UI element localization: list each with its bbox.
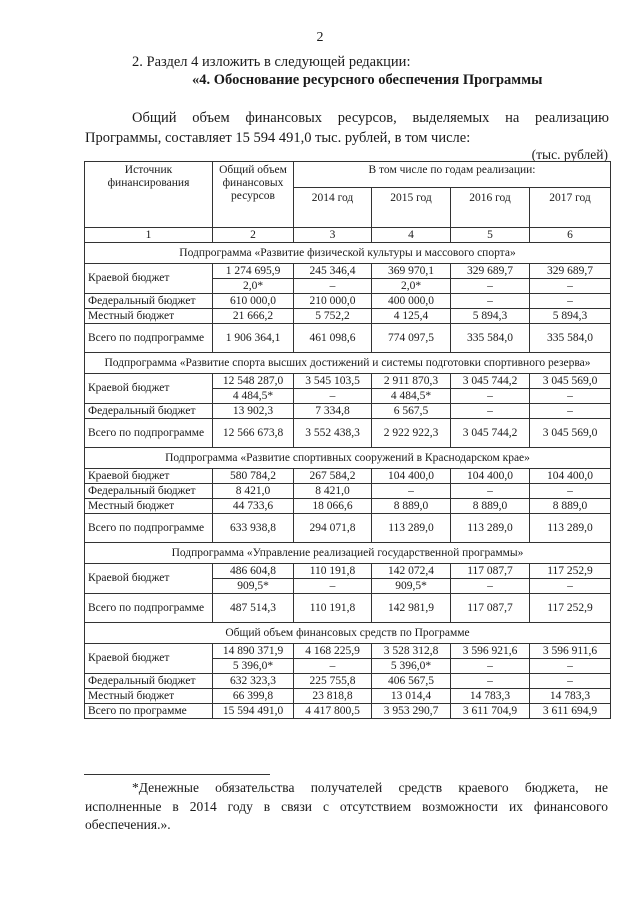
- table-cell: 3 611 694,9: [530, 704, 611, 719]
- header-year-2016: 2016 год: [451, 188, 530, 228]
- table-cell: 4 484,5*: [372, 389, 451, 404]
- table-row: [85, 594, 611, 623]
- table-cell: –: [451, 484, 530, 499]
- table-cell: –: [294, 659, 372, 674]
- table-cell: –: [451, 674, 530, 689]
- table-cell: 104 400,0: [530, 469, 611, 484]
- row-label: Краевой бюджет: [85, 469, 213, 484]
- table-cell: 14 890 371,9: [213, 644, 294, 659]
- page-number: 2: [316, 30, 324, 45]
- table-cell: 110 191,8: [294, 594, 372, 623]
- table-cell: 486 604,8: [213, 564, 294, 579]
- table-cell: 14 783,3: [451, 689, 530, 704]
- table-cell: –: [294, 579, 372, 594]
- row-label: Краевой бюджет: [85, 644, 213, 674]
- table-cell: 461 098,6: [294, 324, 372, 353]
- table-cell: –: [530, 389, 611, 404]
- table-cell: 1 274 695,9: [213, 264, 294, 279]
- section-title: Подпрограмма «Развитие спорта высших достижений и системы подготовки спортивного резерва»: [85, 353, 611, 374]
- table-cell: 3 528 312,8: [372, 644, 451, 659]
- table-cell: 5 894,3: [530, 309, 611, 324]
- table-cell: 3 045 744,2: [451, 419, 530, 448]
- col-number: 6: [530, 228, 611, 243]
- table-cell: 210 000,0: [294, 294, 372, 309]
- row-label: Всего по подпрограмме: [85, 324, 213, 353]
- table-cell: –: [530, 404, 611, 419]
- table-cell: 117 252,9: [530, 564, 611, 579]
- table-cell: 8 421,0: [213, 484, 294, 499]
- table-cell: –: [530, 579, 611, 594]
- table-cell: 2 922 922,3: [372, 419, 451, 448]
- footnote: *Денежные обязательства получателей средств краевого бюджета, не исполненные в 2014 году в связи с отсутствием возможности их финансового обеспечения.».: [85, 780, 608, 832]
- table-row: [85, 374, 611, 389]
- section-row: [85, 448, 611, 469]
- table-cell: 2 911 870,3: [372, 374, 451, 389]
- table-cell: –: [451, 404, 530, 419]
- table-row: [85, 644, 611, 659]
- table-cell: 18 066,6: [294, 499, 372, 514]
- table-cell: 21 666,2: [213, 309, 294, 324]
- table-cell: 3 552 438,3: [294, 419, 372, 448]
- table-cell: –: [530, 294, 611, 309]
- table-cell: 7 334,8: [294, 404, 372, 419]
- table-cell: 329 689,7: [530, 264, 611, 279]
- section-row: [85, 243, 611, 264]
- table-cell: –: [451, 659, 530, 674]
- row-label: Федеральный бюджет: [85, 294, 213, 309]
- header-source: Источник финансирования: [85, 162, 213, 228]
- table-cell: 3 611 704,9: [451, 704, 530, 719]
- table-cell: 1 906 364,1: [213, 324, 294, 353]
- table-row: [85, 499, 611, 514]
- table-cell: 23 818,8: [294, 689, 372, 704]
- table-cell: 4 168 225,9: [294, 644, 372, 659]
- table-cell: 4 484,5*: [213, 389, 294, 404]
- section-title: Подпрограмма «Развитие спортивных сооружений в Краснодарском крае»: [85, 448, 611, 469]
- table-cell: 113 289,0: [530, 514, 611, 543]
- col-number: 4: [372, 228, 451, 243]
- section-title: Подпрограмма «Управление реализацией государственной программы»: [85, 543, 611, 564]
- table-cell: 267 584,2: [294, 469, 372, 484]
- table-row: [85, 309, 611, 324]
- table-cell: 329 689,7: [451, 264, 530, 279]
- row-label: Краевой бюджет: [85, 374, 213, 404]
- table-cell: 12 566 673,8: [213, 419, 294, 448]
- table-cell: 406 567,5: [372, 674, 451, 689]
- table-cell: 8 889,0: [451, 499, 530, 514]
- table-cell: 400 000,0: [372, 294, 451, 309]
- footnote-separator: [84, 774, 270, 775]
- table-cell: 3 545 103,5: [294, 374, 372, 389]
- table-cell: 610 000,0: [213, 294, 294, 309]
- table-cell: 117 087,7: [451, 594, 530, 623]
- table-cell: 225 755,8: [294, 674, 372, 689]
- table-cell: 44 733,6: [213, 499, 294, 514]
- table-cell: 12 548 287,0: [213, 374, 294, 389]
- table-cell: 5 752,2: [294, 309, 372, 324]
- table-row: [85, 264, 611, 279]
- table-cell: 142 981,9: [372, 594, 451, 623]
- table-cell: –: [294, 389, 372, 404]
- row-label: Краевой бюджет: [85, 564, 213, 594]
- funding-table: [84, 161, 611, 719]
- table-cell: 369 970,1: [372, 264, 451, 279]
- row-label: Всего по подпрограмме: [85, 514, 213, 543]
- table-row: [85, 689, 611, 704]
- table-cell: 774 097,5: [372, 324, 451, 353]
- table-cell: 113 289,0: [451, 514, 530, 543]
- row-label: Местный бюджет: [85, 499, 213, 514]
- table-cell: 580 784,2: [213, 469, 294, 484]
- table-cell: 5 396,0*: [372, 659, 451, 674]
- table-cell: 633 938,8: [213, 514, 294, 543]
- table-cell: 294 071,8: [294, 514, 372, 543]
- table-cell: 117 252,9: [530, 594, 611, 623]
- table-cell: 13 902,3: [213, 404, 294, 419]
- section-title: «4. Обоснование ресурсного обеспечения Программы: [192, 72, 543, 88]
- table-cell: 2,0*: [213, 279, 294, 294]
- table-cell: 15 594 491,0: [213, 704, 294, 719]
- table-cell: 14 783,3: [530, 689, 611, 704]
- table-cell: –: [451, 389, 530, 404]
- table-cell: 8 889,0: [372, 499, 451, 514]
- row-label: Всего по программе: [85, 704, 213, 719]
- table-row: [85, 484, 611, 499]
- table-cell: 104 400,0: [451, 469, 530, 484]
- section-row: [85, 353, 611, 374]
- table-cell: 3 045 744,2: [451, 374, 530, 389]
- table-cell: 3 596 911,6: [530, 644, 611, 659]
- table-cell: 5 396,0*: [213, 659, 294, 674]
- row-label: Всего по подпрограмме: [85, 594, 213, 623]
- table-cell: 909,5*: [213, 579, 294, 594]
- table-cell: 6 567,5: [372, 404, 451, 419]
- table-cell: 335 584,0: [451, 324, 530, 353]
- section-row: [85, 543, 611, 564]
- table-cell: 13 014,4: [372, 689, 451, 704]
- row-label: Федеральный бюджет: [85, 404, 213, 419]
- section-title: Общий объем финансовых средств по Программе: [85, 623, 611, 644]
- row-label: Местный бюджет: [85, 689, 213, 704]
- table-cell: 142 072,4: [372, 564, 451, 579]
- table-cell: 5 894,3: [451, 309, 530, 324]
- header-year-2017: 2017 год: [530, 188, 611, 228]
- row-label: Федеральный бюджет: [85, 484, 213, 499]
- table-row: [85, 404, 611, 419]
- row-label: Краевой бюджет: [85, 264, 213, 294]
- item-line: 2. Раздел 4 изложить в следующей редакции:: [132, 54, 411, 70]
- table-cell: –: [530, 279, 611, 294]
- table-cell: 8 889,0: [530, 499, 611, 514]
- table-row: [85, 294, 611, 309]
- table-cell: –: [294, 279, 372, 294]
- table-row: [85, 514, 611, 543]
- header-total: Общий объем финансовых ресурсов: [213, 162, 294, 228]
- table-row: [85, 704, 611, 719]
- table-cell: 245 346,4: [294, 264, 372, 279]
- section-title: Подпрограмма «Развитие физической культуры и массового спорта»: [85, 243, 611, 264]
- table-cell: 113 289,0: [372, 514, 451, 543]
- header-year-2015: 2015 год: [372, 188, 451, 228]
- table-cell: 2,0*: [372, 279, 451, 294]
- table-cell: 487 514,3: [213, 594, 294, 623]
- table-cell: 632 323,3: [213, 674, 294, 689]
- table-cell: 3 045 569,0: [530, 419, 611, 448]
- table-row: [85, 469, 611, 484]
- header-year-2014: 2014 год: [294, 188, 372, 228]
- table-cell: 117 087,7: [451, 564, 530, 579]
- table-row: [85, 564, 611, 579]
- table-row: [85, 674, 611, 689]
- table-row: [85, 324, 611, 353]
- table-cell: –: [451, 579, 530, 594]
- table-cell: 66 399,8: [213, 689, 294, 704]
- table-cell: 4 125,4: [372, 309, 451, 324]
- header-by-year: В том числе по годам реализации:: [294, 162, 611, 188]
- table-cell: 104 400,0: [372, 469, 451, 484]
- section-row: [85, 623, 611, 644]
- table-cell: 909,5*: [372, 579, 451, 594]
- table-cell: 335 584,0: [530, 324, 611, 353]
- table-cell: –: [530, 484, 611, 499]
- col-number: 3: [294, 228, 372, 243]
- table-cell: 4 417 800,5: [294, 704, 372, 719]
- row-label: Всего по подпрограмме: [85, 419, 213, 448]
- col-number: 1: [85, 228, 213, 243]
- col-number: 2: [213, 228, 294, 243]
- row-label: Федеральный бюджет: [85, 674, 213, 689]
- table-cell: –: [451, 279, 530, 294]
- table-cell: –: [372, 484, 451, 499]
- row-label: Местный бюджет: [85, 309, 213, 324]
- table-cell: –: [530, 674, 611, 689]
- table-cell: –: [530, 659, 611, 674]
- table-cell: 8 421,0: [294, 484, 372, 499]
- table-cell: 3 045 569,0: [530, 374, 611, 389]
- intro-paragraph: Общий объем финансовых ресурсов, выделяемых на реализацию Программы, составляет 15 594 491,0 тыс. рублей, в том числе:: [85, 110, 609, 146]
- table-row: [85, 419, 611, 448]
- table-cell: 3 596 921,6: [451, 644, 530, 659]
- table-cell: –: [451, 294, 530, 309]
- table-cell: 110 191,8: [294, 564, 372, 579]
- table-cell: 3 953 290,7: [372, 704, 451, 719]
- units-label: (тыс. рублей): [531, 147, 608, 162]
- col-number: 5: [451, 228, 530, 243]
